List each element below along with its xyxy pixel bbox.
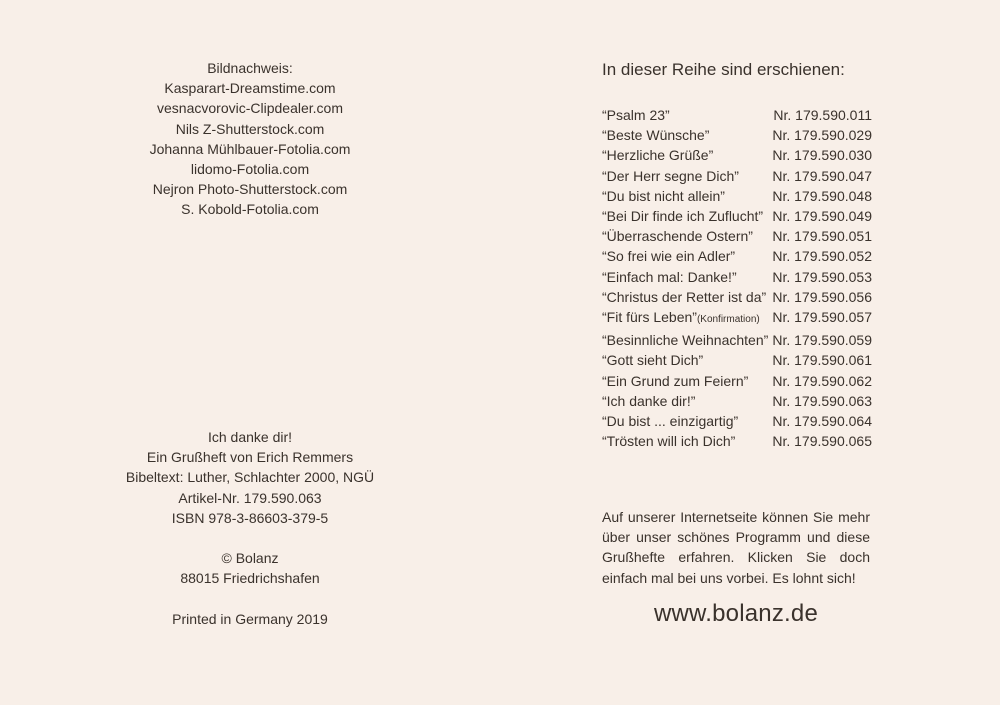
credit-line: vesnacvorovic-Clipdealer.com <box>157 100 343 117</box>
series-number: Nr. 179.590.061 <box>772 352 872 369</box>
series-row <box>602 125 872 145</box>
imprint-publisher: © Bolanz <box>221 550 279 567</box>
imprint-subtitle: Ein Grußheft von Erich Remmers <box>146 449 354 466</box>
series-number: Nr. 179.590.051 <box>772 228 872 245</box>
series-row <box>602 307 872 330</box>
series-row <box>602 287 872 307</box>
imprint-article-number: Artikel-Nr. 179.590.063 <box>178 489 322 506</box>
imprint-printed: Printed in Germany 2019 <box>172 610 328 627</box>
series-title: “Der Herr segne Dich” <box>602 167 739 184</box>
series-row <box>602 166 872 186</box>
series-title: “Du bist nicht allein” <box>602 187 725 204</box>
right-page <box>500 0 1000 705</box>
series-row <box>602 145 872 165</box>
series-number: Nr. 179.590.065 <box>772 433 872 450</box>
series-number: Nr. 179.590.057 <box>772 309 872 326</box>
series-row <box>602 330 872 350</box>
series-title: “Gott sieht Dich” <box>602 352 704 369</box>
series-number: Nr. 179.590.052 <box>772 248 872 265</box>
series-title: “Ich danke dir!” <box>602 392 696 409</box>
series-row <box>602 206 872 226</box>
series-number: Nr. 179.590.063 <box>772 392 872 409</box>
series-row <box>602 431 872 451</box>
imprint-isbn: ISBN 978-3-86603-379-5 <box>171 509 329 526</box>
series-number: Nr. 179.590.053 <box>772 268 872 285</box>
series-row <box>602 226 872 246</box>
series-title: “Ein Grund zum Feiern” <box>602 372 749 389</box>
series-title: “So frei wie ein Adler” <box>602 248 736 265</box>
series-heading: In dieser Reihe sind erschienen: <box>602 60 845 79</box>
credits-heading: Bildnachweis: <box>207 60 293 76</box>
imprint-title: Ich danke dir! <box>207 429 293 445</box>
series-title: “Bei Dir finde ich Zuflucht” <box>602 208 764 225</box>
series-number: Nr. 179.590.056 <box>772 288 872 305</box>
series-title: “Christus der Retter ist da” <box>602 288 767 305</box>
series-number: Nr. 179.590.049 <box>772 208 872 225</box>
series-title: “Du bist ... einzigartig” <box>602 413 739 430</box>
spacer <box>0 589 500 609</box>
series-row <box>602 246 872 266</box>
series-row <box>602 350 872 370</box>
series-row <box>602 391 872 411</box>
series-row <box>602 186 872 206</box>
series-row <box>602 105 872 125</box>
series-row <box>602 371 872 391</box>
credit-line: Nils Z-Shutterstock.com <box>175 120 325 137</box>
credit-line: Johanna Mühlbauer-Fotolia.com <box>149 140 351 157</box>
website-url[interactable]: www.bolanz.de <box>653 600 819 627</box>
series-title: “Fit fürs Leben” <box>602 309 697 326</box>
series-row <box>602 267 872 287</box>
image-credits <box>0 58 500 220</box>
series-number: Nr. 179.590.059 <box>772 332 872 349</box>
series-note: (Konfirmation) <box>696 314 760 326</box>
series-number: Nr. 179.590.048 <box>772 187 872 204</box>
imprint-city: 88015 Friedrichshafen <box>180 570 320 587</box>
series-title: “Überraschende Ostern” <box>602 228 753 245</box>
series-number: Nr. 179.590.011 <box>773 107 872 123</box>
series-number: Nr. 179.590.064 <box>772 413 872 430</box>
credit-line: Kasparart-Dreamstime.com <box>164 80 336 97</box>
credit-line: S. Kobold-Fotolia.com <box>181 201 319 218</box>
series-list <box>602 105 872 451</box>
website-info-text: Auf unserer Internetseite können Sie mehr über unser schönes Programm und diese Grußhefte erfahren. Klicken Sie doch einfach mal bei uns vorbei. Es lohnt sich! <box>602 509 870 586</box>
series-number: Nr. 179.590.047 <box>772 167 872 184</box>
series-title: “Einfach mal: Danke!” <box>602 268 737 285</box>
series-title: “Beste Wünsche” <box>602 127 710 144</box>
imprint <box>0 427 500 629</box>
series-title: “Herzliche Grüße” <box>602 147 714 164</box>
series-number: Nr. 179.590.062 <box>772 372 872 389</box>
credit-line: Nejron Photo-Shutterstock.com <box>152 181 348 198</box>
series-title: “Besinnliche Weihnachten” <box>602 332 769 349</box>
credit-line: lidomo-Fotolia.com <box>190 161 310 178</box>
imprint-bible-text: Bibeltext: Luther, Schlachter 2000, NGÜ <box>125 469 375 486</box>
series-title: “Psalm 23” <box>602 107 670 123</box>
series-number: Nr. 179.590.030 <box>772 147 872 164</box>
series-title: “Trösten will ich Dich” <box>602 433 736 450</box>
spacer <box>0 528 500 548</box>
series-number: Nr. 179.590.029 <box>772 127 872 144</box>
series-row <box>602 411 872 431</box>
